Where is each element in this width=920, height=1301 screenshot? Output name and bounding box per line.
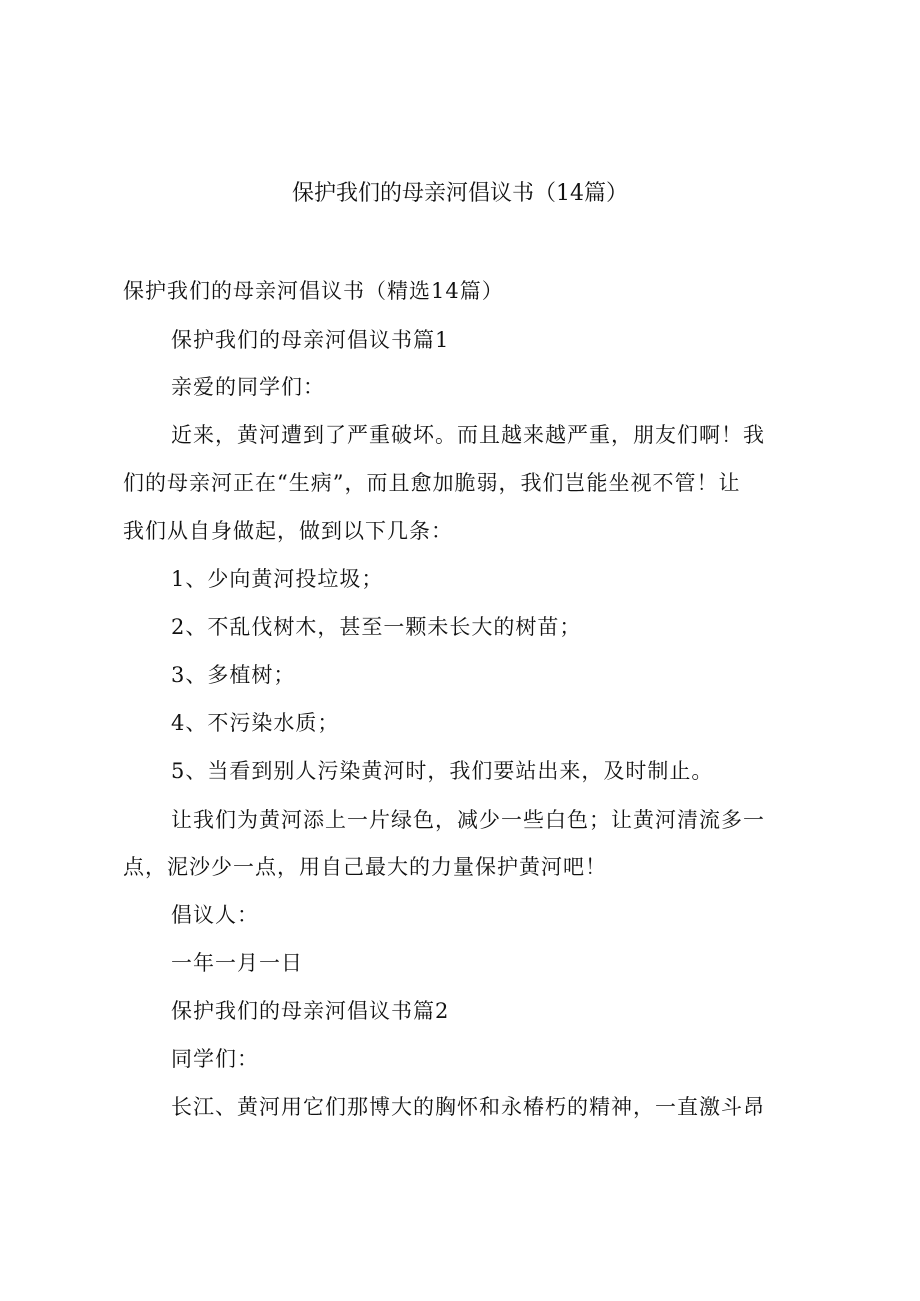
paragraph-1-line-2: 们的母亲河正在“生病”，而且愈加脆弱，我们岂能坐视不管！让 bbox=[123, 471, 741, 495]
section-2-heading: 保护我们的母亲河倡议书篇2 bbox=[171, 999, 450, 1023]
paragraph-1-line-1: 近来，黄河遭到了严重破坏。而且越来越严重，朋友们啊！我 bbox=[171, 423, 765, 447]
greeting-1: 亲爱的同学们： bbox=[171, 375, 325, 399]
paragraph-3-line-1: 长江、黄河用它们那博大的胸怀和永椿朽的精神，一直激斗昂 bbox=[171, 1095, 765, 1119]
paragraph-1-line-3: 我们从自身做起，做到以下几条： bbox=[123, 519, 453, 543]
list-item-2: 2、不乱伐树木，甚至一颗未长大的树苗； bbox=[171, 615, 582, 639]
signer-label: 倡议人： bbox=[171, 903, 259, 927]
date-line: 一年一月一日 bbox=[171, 951, 303, 975]
list-item-3: 3、多植树； bbox=[171, 663, 296, 687]
document-subtitle: 保护我们的母亲河倡议书（精选14篇） bbox=[123, 279, 504, 303]
section-1-heading: 保护我们的母亲河倡议书篇1 bbox=[171, 328, 450, 352]
paragraph-2-line-2: 点，泥沙少一点，用自己最大的力量保护黄河吧！ bbox=[123, 855, 607, 879]
list-item-5: 5、当看到别人污染黄河时，我们要站出来，及时制止。 bbox=[171, 759, 714, 783]
paragraph-2-line-1: 让我们为黄河添上一片绿色，减少一些白色；让黄河清流多一 bbox=[171, 808, 765, 832]
list-item-4: 4、不污染水质； bbox=[171, 711, 340, 735]
greeting-2: 同学们： bbox=[171, 1047, 259, 1071]
list-item-1: 1、少向黄河投垃圾； bbox=[171, 567, 384, 591]
document-title: 保护我们的母亲河倡议书（14篇） bbox=[292, 181, 628, 206]
